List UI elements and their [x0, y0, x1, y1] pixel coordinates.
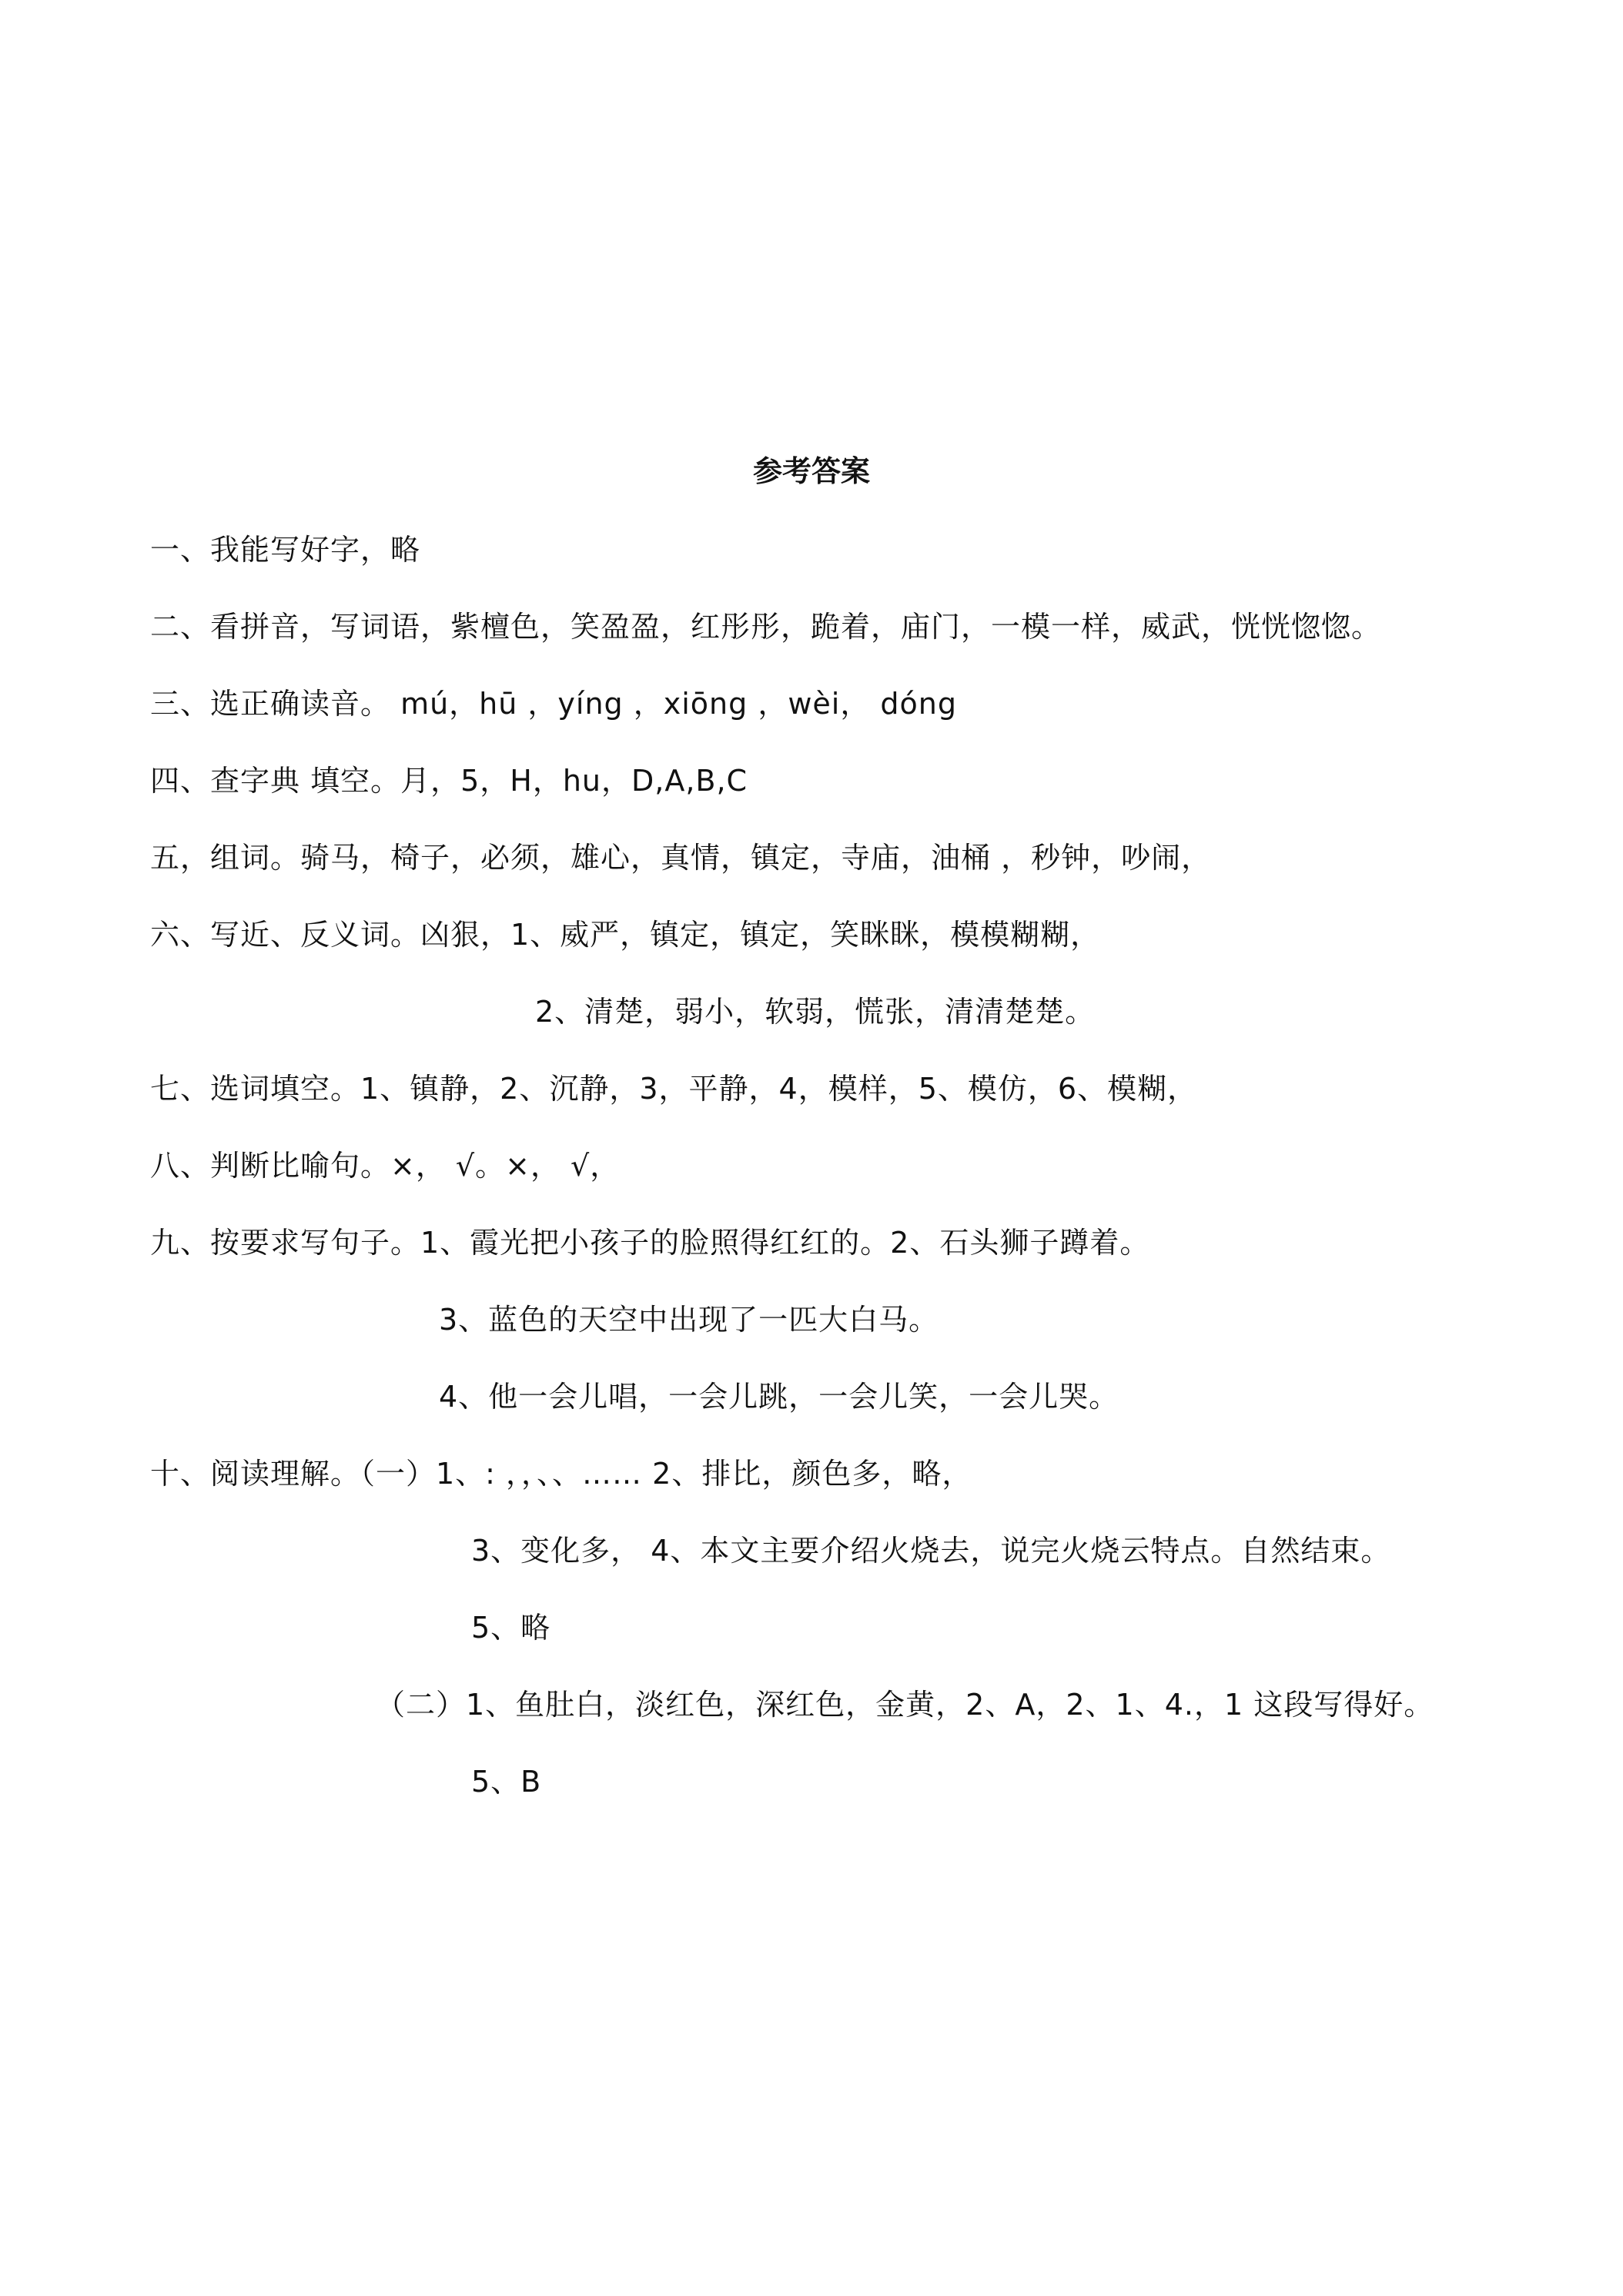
answer-line-10-item-5: 5、略 [471, 1611, 551, 1645]
answer-line-8: 八、判断比喻句。×， √。×， √， [150, 1149, 621, 1183]
answer-line-9-item-3: 3、蓝色的天空中出现了一匹大白马。 [439, 1303, 939, 1337]
answer-line-9: 九、按要求写句子。1、霞光把小孩子的脸照得红红的。2、石头狮子蹲着。 [150, 1226, 1150, 1260]
answer-line-10: 十、阅读理解。（一）1、: ，，、、…… 2、排比，颜色多，略， [150, 1457, 972, 1491]
answer-line-6: 六、写近、反义词。凶狠，1、威严，镇定，镇定，笑眯眯，模模糊糊， [150, 918, 1101, 952]
answer-line-10-part-2: （二）1、鱼肚白，淡红色，深红色，金黄，2、A，2、1、4.，1 这段写得好。 [376, 1688, 1434, 1722]
answer-line-5: 五，组词。骑马，椅子，必须，雄心，真情，镇定，寺庙，油桶 ，秒钟，吵闹， [150, 841, 1212, 875]
answer-line-6-continued: 2、清楚，弱小，软弱，慌张，清清楚楚。 [535, 995, 1096, 1029]
answer-line-2: 二、看拼音，写词语，紫檀色，笑盈盈，红彤彤，跪着，庙门，一模一样，威武，恍恍惚惚。 [150, 610, 1382, 644]
answer-line-10-item-3: 3、变化多， 4、本文主要介绍火烧去，说完火烧云特点。自然结束。 [471, 1534, 1391, 1568]
answer-line-1: 一、我能写好字，略 [150, 533, 421, 567]
answer-line-9-item-4: 4、他一会儿唱，一会儿跳，一会儿笑，一会儿哭。 [439, 1380, 1119, 1414]
page-title: 参考答案 [752, 454, 870, 488]
answer-line-3: 三、选正确读音。 mú，hū ，yíng ，xiōng ，wèi， dóng [150, 687, 958, 721]
answer-line-7: 七、选词填空。1、镇静，2、沉静，3，平静，4，模样，5、模仿，6、模糊， [150, 1072, 1198, 1106]
answer-line-4: 四、查字典 填空。月，5，H，hu，D,A,B,C [150, 764, 748, 798]
answer-line-10-part-2-item-5: 5、B [471, 1765, 542, 1799]
